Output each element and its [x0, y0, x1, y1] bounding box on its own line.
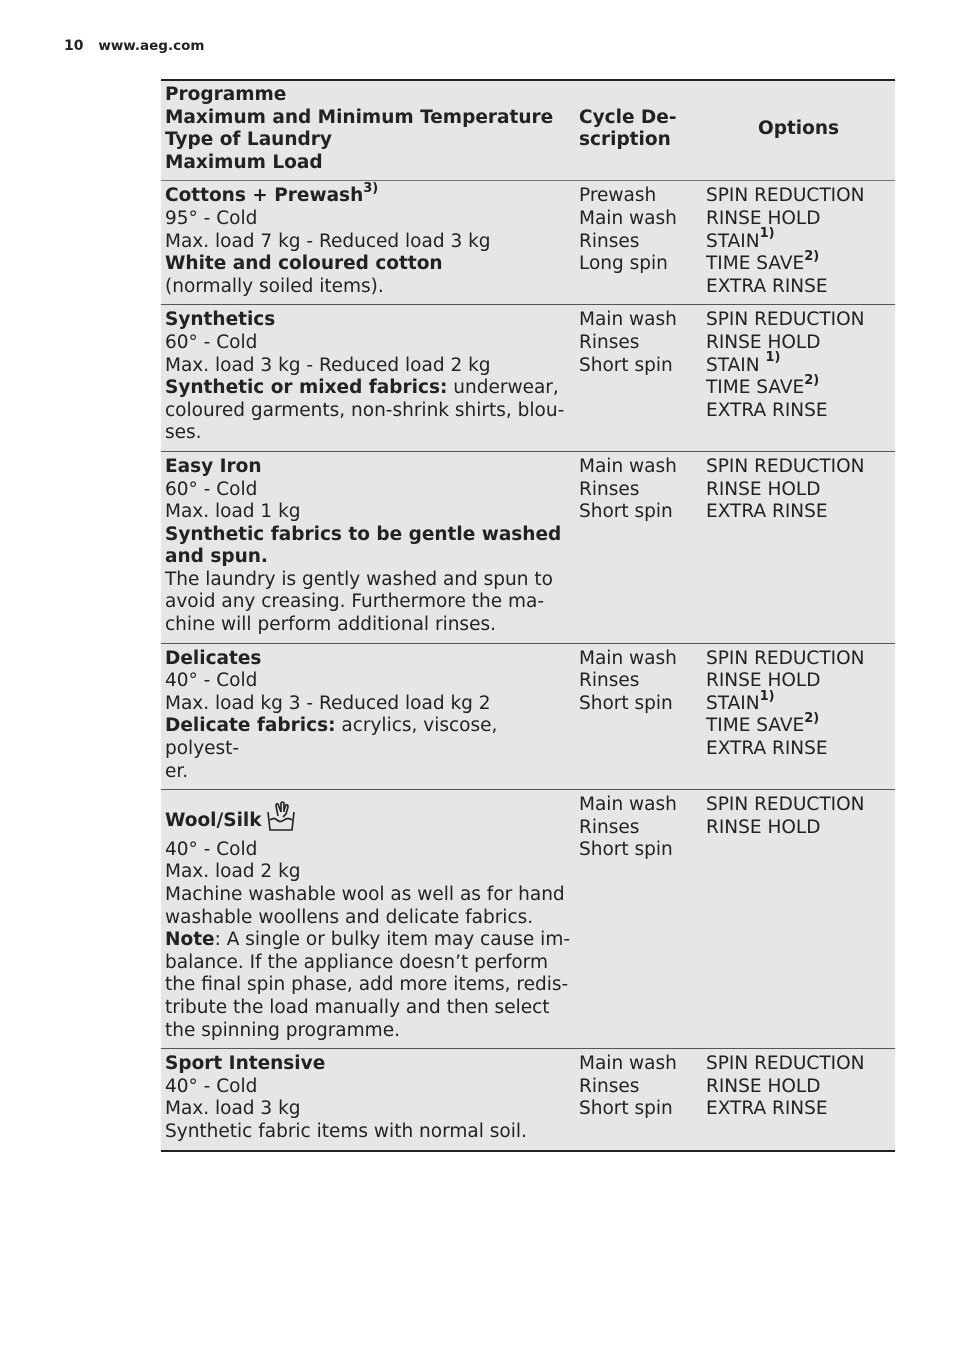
cycle-cell: Main wash Rinses Short spin: [579, 794, 677, 861]
programme-cell: Easy Iron 60° - Cold Max. load 1 kg Synthetic fabrics to be gentle washed and spun. The laundry is gently washed and spun to avoid any creasing. Furthermore the ma- chine will perform additional rinses.: [165, 455, 562, 636]
programme-cell: Wool/Silk 40° - Cold Max. load 2 kg Machine washable wool as well as for hand washable woollens and delicate fabrics. Note: A single or bulky item may cause im- balance. If the appliance doesn’t perform the final spin phase, add more items, redis- tribute the load manually and then select the spinning programme.: [161, 790, 575, 1049]
cycle-cell: Main wash Rinses Short spin: [579, 1053, 677, 1120]
header-cycle-description: Cycle De- scription: [579, 106, 677, 151]
programme-name: Synthetics: [165, 309, 276, 331]
table-row: [161, 181, 895, 305]
programme-cell: Cottons + Prewash$^{3)}$ 95° - Cold Max. load 7 kg - Reduced load 3 kg White and coloured cotton (normally soiled items).: [165, 181, 491, 297]
programme-cell: Sport Intensive 40° - Cold Max. load 3 kg Synthetic fabric items with normal soil.: [165, 1053, 527, 1142]
page-number: 10: [64, 38, 84, 54]
table-row: [161, 1049, 895, 1151]
table-row: [161, 451, 895, 643]
site-url: www.aeg.com: [98, 38, 205, 54]
programme-name: Sport Intensive: [165, 1053, 326, 1075]
cycle-cell: Main wash Rinses Short spin: [579, 309, 677, 376]
table-header-row: [161, 80, 895, 181]
table-row: [161, 305, 895, 452]
hand-wash-icon: [266, 800, 296, 839]
options-cell: SPIN REDUCTION RINSE HOLD EXTRA RINSE: [706, 455, 865, 523]
cycle-cell: Main wash Rinses Short spin: [579, 455, 677, 523]
table-row: [161, 790, 895, 1049]
page-header: [64, 38, 204, 54]
header-options: Options: [757, 117, 840, 139]
options-cell: SPIN REDUCTION RINSE HOLD STAIN$^{1)}$ TIME SAVE$^{2)}$ EXTRA RINSE: [706, 647, 865, 760]
programme-name: Easy Iron: [165, 455, 262, 477]
programme-cell: Synthetics 60° - Cold Max. load 3 kg - Reduced load 2 kg Synthetic or mixed fabrics: underwear, coloured garments, non-shrink shirts, blou- ses.: [165, 309, 565, 444]
table-row: [161, 643, 895, 790]
header-programme: Programme Maximum and Minimum Temperature Type of Laundry Maximum Load: [165, 84, 554, 173]
programme-name: Delicates: [165, 647, 262, 669]
programme-name: Cottons + Prewash: [165, 185, 364, 207]
programme-table: [161, 79, 895, 1152]
options-cell: SPIN REDUCTION RINSE HOLD: [706, 794, 865, 838]
cycle-cell: Prewash Main wash Rinses Long spin: [579, 185, 677, 275]
options-cell: SPIN REDUCTION RINSE HOLD STAIN$^{1)}$ TIME SAVE$^{2)}$ EXTRA RINSE: [706, 185, 865, 297]
programme-name: Wool/Silk: [165, 810, 262, 832]
cycle-cell: Main wash Rinses Short spin: [579, 647, 677, 714]
programme-cell: Delicates 40° - Cold Max. load kg 3 - Reduced load kg 2 Delicate fabrics: acrylics, viscose, polyest- er.: [165, 647, 498, 782]
options-cell: SPIN REDUCTION RINSE HOLD EXTRA RINSE: [706, 1053, 865, 1120]
options-cell: SPIN REDUCTION RINSE HOLD STAIN $^{1)}$ TIME SAVE$^{2)}$ EXTRA RINSE: [706, 309, 865, 421]
